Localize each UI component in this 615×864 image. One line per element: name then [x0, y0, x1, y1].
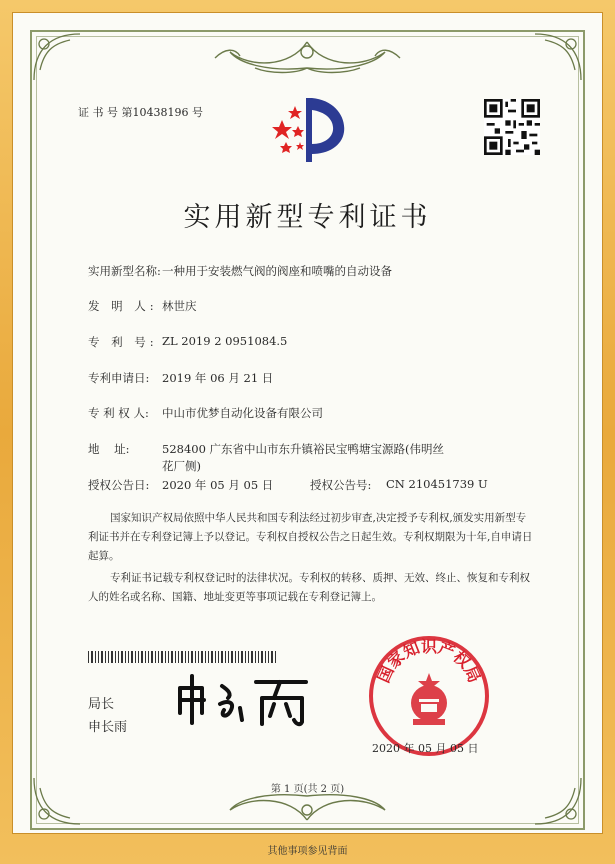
corner-ornament-top-right [525, 30, 585, 90]
address-value-line2: 花厂侧) [162, 459, 201, 473]
patentee-label: 专 利 权 人: [88, 406, 149, 420]
seal-date: 2020 年 05 月 05 日 [372, 742, 479, 755]
corner-ornament-top-left [30, 30, 90, 90]
qr-code-icon [484, 99, 540, 155]
corner-ornament-bottom-right [525, 768, 585, 828]
legal-status-statement: 专利证书记载专利权登记时的法律状况。专利权的转移、质押、无效、终止、恢复和专利权人的姓名或名称、国籍、地址变更等事项记载在专利登记簿上。 [88, 572, 530, 603]
director-title: 局长 [88, 697, 115, 712]
bottom-ornament [210, 790, 405, 824]
inventor-label: 发 明 人: [88, 299, 158, 313]
announcement-date-label: 授权公告日: [88, 478, 150, 492]
model-name-value: 一种用于安装燃气阀的阀座和喷嘴的自动设备 [162, 264, 392, 278]
director-signature [170, 668, 320, 728]
inventor-value: 林世庆 [162, 299, 197, 313]
director-name: 申长雨 [88, 720, 128, 735]
patent-office-emblem [262, 92, 352, 167]
patent-number-value: ZL 2019 2 0951084.5 [162, 334, 288, 348]
announcement-number-value: CN 210451739 U [386, 477, 488, 491]
page-number: 第 1 页(共 2 页) [270, 784, 345, 795]
announcement-date-value: 2020 年 05 月 05 日 [162, 478, 274, 492]
address-label: 地 址: [88, 442, 130, 456]
patentee-value: 中山市优梦自动化设备有限公司 [162, 406, 323, 420]
corner-ornament-bottom-left [30, 768, 90, 828]
patent-number-label: 专 利 号: [88, 335, 158, 349]
seal-text: 国家知识产权局 [373, 636, 485, 686]
application-date-value: 2019 年 06 月 21 日 [162, 371, 274, 385]
model-name-label: 实用新型名称: [88, 264, 161, 278]
bottom-note: 其他事项参见背面 [267, 846, 348, 857]
certificate-title: 实用新型专利证书 [183, 202, 432, 233]
top-ornament [210, 38, 405, 76]
announcement-number-label: 授权公告号: [310, 478, 372, 492]
application-date-label: 专利申请日: [88, 371, 150, 385]
certificate-number: 证 书 号 第10438196 号 [78, 106, 203, 119]
address-value-line1: 528400 广东省中山市东升镇裕民宝鸭塘宝源路(伟明丝 [162, 442, 445, 456]
grant-statement: 国家知识产权局依照中华人民共和国专利法经过初步审查,决定授予专利权,颁发实用新型专利证书并在专利登记簿上予以登记。专利权自授权公告之日起生效。专利权期限为十年,自申请日起算。 [88, 512, 533, 562]
barcode-strip [88, 651, 278, 663]
